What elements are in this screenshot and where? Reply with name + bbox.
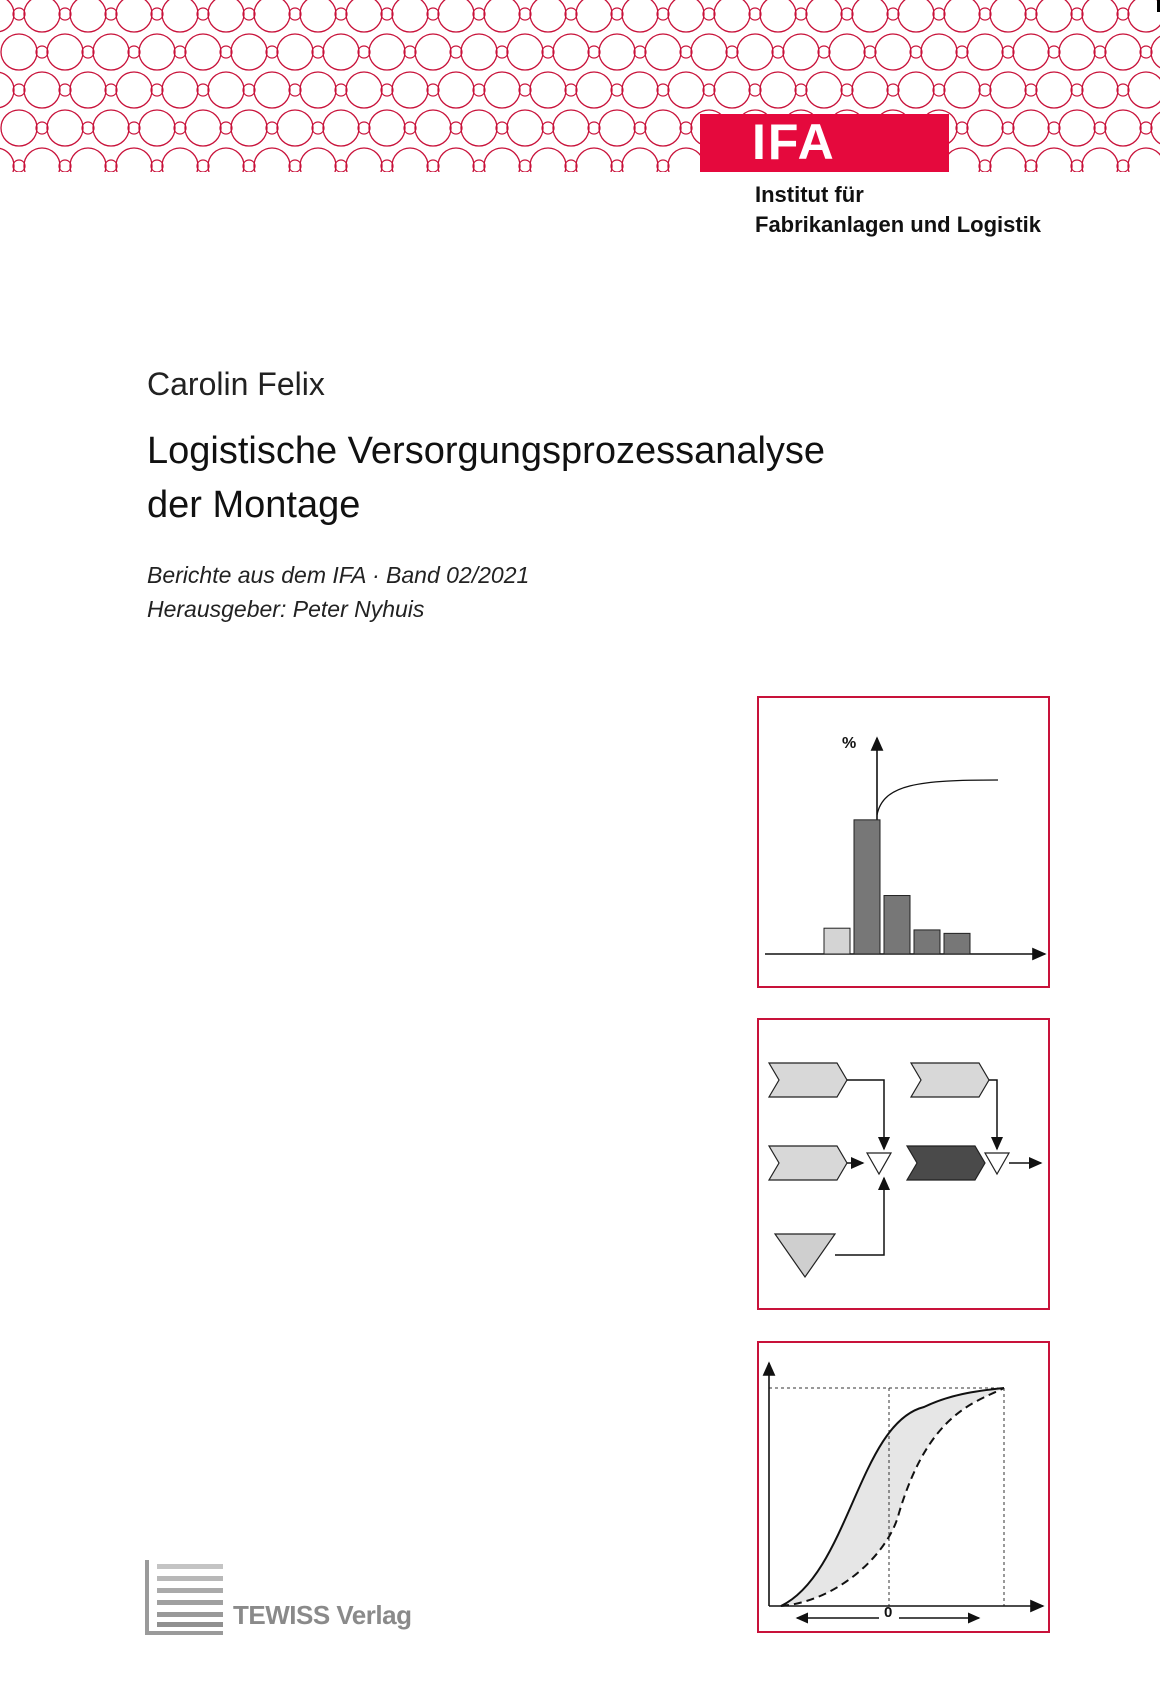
pattern-circle-small — [519, 8, 531, 20]
pattern-circle — [806, 72, 842, 108]
pattern-circle-small — [979, 84, 991, 96]
editor-line: Herausgeber: Peter Nyhuis — [147, 596, 425, 622]
pattern-circle — [415, 110, 451, 146]
pattern-circle — [714, 0, 750, 32]
pattern-circle — [645, 110, 681, 146]
pattern-circle — [369, 110, 405, 146]
pattern-circle — [530, 72, 566, 108]
pattern-circle — [507, 110, 543, 146]
pattern-circle-small — [335, 84, 347, 96]
pattern-circle — [208, 72, 244, 108]
pattern-circle — [461, 110, 497, 146]
pattern-circle — [254, 0, 290, 32]
pattern-circle — [1128, 72, 1160, 108]
pattern-circle-small — [1048, 46, 1060, 58]
pattern-circle — [300, 148, 336, 172]
pattern-circle — [668, 148, 704, 172]
pattern-circle-small — [358, 46, 370, 58]
pattern-circle — [668, 72, 704, 108]
pattern-circle-small — [220, 46, 232, 58]
pattern-circle — [599, 34, 635, 70]
institute-name — [755, 180, 1041, 240]
pattern-circle-small — [59, 8, 71, 20]
pattern-circle — [599, 110, 635, 146]
process-flow-panel — [757, 1018, 1050, 1310]
pattern-circle-small — [197, 8, 209, 20]
pattern-circle — [254, 148, 290, 172]
pattern-circle-small — [1094, 122, 1106, 134]
pattern-circle — [1036, 72, 1072, 108]
pattern-circle-small — [450, 46, 462, 58]
merge-triangle-2 — [985, 1153, 1009, 1174]
pattern-circle — [875, 34, 911, 70]
pattern-circle-small — [174, 46, 186, 58]
pattern-circle — [507, 34, 543, 70]
pattern-circle — [829, 34, 865, 70]
pattern-circle — [806, 0, 842, 32]
pattern-circle — [323, 34, 359, 70]
pattern-circle-small — [565, 160, 577, 172]
pattern-circle — [461, 34, 497, 70]
pattern-circle — [714, 72, 750, 108]
pattern-circle-small — [588, 122, 600, 134]
pattern-circle-small — [657, 160, 669, 172]
pattern-circle-small — [473, 8, 485, 20]
pattern-circle — [1105, 34, 1141, 70]
pattern-circle-small — [312, 46, 324, 58]
pattern-circle — [116, 148, 152, 172]
pattern-circle — [944, 72, 980, 108]
pattern-circle — [1013, 110, 1049, 146]
pattern-circle — [116, 0, 152, 32]
institute-name-line2: Fabrikanlagen und Logistik — [755, 212, 1042, 237]
histogram-bar — [884, 896, 910, 954]
cumulative-curves-illustration — [759, 1343, 1048, 1631]
pattern-circle — [852, 72, 888, 108]
pattern-circle — [691, 34, 727, 70]
pattern-circle-small — [59, 160, 71, 172]
pattern-circle — [24, 148, 60, 172]
pattern-circle — [990, 148, 1026, 172]
pattern-circle — [24, 72, 60, 108]
pattern-circle — [277, 34, 313, 70]
pattern-circle — [553, 110, 589, 146]
pattern-circle — [967, 110, 1003, 146]
pattern-circle-small — [82, 122, 94, 134]
pattern-circle — [415, 34, 451, 70]
publisher-name: TEWISS Verlag — [233, 1600, 412, 1630]
pattern-circle — [346, 148, 382, 172]
pattern-circle — [1036, 0, 1072, 32]
pattern-circle — [438, 148, 474, 172]
pattern-circle — [208, 0, 244, 32]
pattern-circle-small — [542, 46, 554, 58]
pattern-circle — [1059, 110, 1095, 146]
pattern-circle-small — [818, 46, 830, 58]
pattern-circle — [990, 0, 1026, 32]
pattern-circle — [300, 0, 336, 32]
pattern-circle — [783, 34, 819, 70]
pattern-circle — [622, 72, 658, 108]
pattern-circle-small — [634, 46, 646, 58]
histogram-bar — [854, 820, 880, 954]
pattern-circle — [1059, 34, 1095, 70]
pattern-circle — [576, 0, 612, 32]
pattern-circle-small — [1117, 8, 1129, 20]
pattern-circle-small — [841, 84, 853, 96]
pattern-circle-small — [427, 8, 439, 20]
pattern-circle — [921, 34, 957, 70]
process-step-middle-left — [769, 1146, 847, 1180]
pattern-circle — [530, 148, 566, 172]
pattern-circle-small — [243, 160, 255, 172]
pattern-circle — [484, 72, 520, 108]
pattern-circle-small — [1117, 160, 1129, 172]
pattern-circle — [231, 110, 267, 146]
pattern-circle — [898, 72, 934, 108]
pattern-circle-small — [703, 84, 715, 96]
pattern-circle — [553, 34, 589, 70]
pattern-circle-small — [956, 122, 968, 134]
pattern-circle-small — [59, 84, 71, 96]
pattern-circle-small — [979, 8, 991, 20]
pattern-circle-small — [519, 160, 531, 172]
pattern-circle-small — [933, 8, 945, 20]
pattern-circle — [392, 148, 428, 172]
process-flow-icon — [759, 1020, 1048, 1308]
histogram-bar — [824, 928, 850, 954]
pattern-circle-small — [151, 84, 163, 96]
pattern-circle — [369, 34, 405, 70]
book-title-line2: der Montage — [147, 484, 361, 526]
pattern-circle-small — [1025, 8, 1037, 20]
pattern-circle-small — [1117, 84, 1129, 96]
pattern-circle-small — [634, 122, 646, 134]
pattern-circle-small — [1071, 160, 1083, 172]
pattern-circle — [70, 0, 106, 32]
pattern-circle — [530, 0, 566, 32]
pattern-circle-small — [680, 122, 692, 134]
pattern-circle-small — [289, 8, 301, 20]
pattern-circle-small — [1140, 46, 1152, 58]
pattern-circle — [139, 34, 175, 70]
pattern-circle-small — [726, 46, 738, 58]
pattern-circle — [1082, 0, 1118, 32]
histogram-bar — [914, 930, 940, 954]
pattern-circle — [162, 148, 198, 172]
pattern-circle-small — [243, 8, 255, 20]
pattern-circle-small — [289, 84, 301, 96]
pattern-circle — [162, 72, 198, 108]
pattern-circle-small — [105, 84, 117, 96]
pattern-circle-small — [1094, 46, 1106, 58]
pattern-circle-small — [1002, 46, 1014, 58]
pattern-circle — [162, 0, 198, 32]
pattern-circle-small — [542, 122, 554, 134]
pattern-circle — [208, 148, 244, 172]
pattern-circle-small — [13, 160, 25, 172]
pattern-circle-small — [312, 122, 324, 134]
pattern-circle-small — [427, 84, 439, 96]
pattern-circle-small — [1025, 160, 1037, 172]
pattern-circle-small — [1025, 84, 1037, 96]
pattern-circle — [990, 72, 1026, 108]
header-circle-pattern — [0, 0, 1160, 172]
process-step-top-left — [769, 1063, 847, 1097]
pattern-circle-small — [473, 160, 485, 172]
pattern-circle — [185, 110, 221, 146]
pattern-circle-small — [381, 160, 393, 172]
histogram-panel — [757, 696, 1050, 988]
author-name: Carolin Felix — [147, 366, 325, 402]
pattern-circle — [0, 72, 14, 108]
pattern-circle-small — [611, 84, 623, 96]
pattern-circle-small — [174, 122, 186, 134]
pattern-circle — [1036, 148, 1072, 172]
pattern-circle — [944, 0, 980, 32]
process-step-top-right — [911, 1063, 989, 1097]
pattern-circle-small — [197, 84, 209, 96]
y-axis-label: % — [842, 735, 857, 752]
pattern-circle — [852, 0, 888, 32]
pattern-circle — [47, 110, 83, 146]
histogram-bar — [944, 933, 970, 954]
pattern-circle — [70, 148, 106, 172]
pattern-circle-small — [82, 46, 94, 58]
pattern-circle-small — [381, 8, 393, 20]
pattern-circle-small — [565, 8, 577, 20]
pattern-circle-small — [1071, 8, 1083, 20]
pattern-circle — [346, 0, 382, 32]
pattern-circle — [576, 72, 612, 108]
pattern-circle-small — [588, 46, 600, 58]
pattern-circle — [760, 72, 796, 108]
pattern-circle — [139, 110, 175, 146]
pattern-circle-small — [358, 122, 370, 134]
pattern-circle-small — [680, 46, 692, 58]
pattern-circle-small — [473, 84, 485, 96]
pattern-circle — [185, 34, 221, 70]
pattern-circle-small — [496, 46, 508, 58]
pattern-circle-small — [795, 84, 807, 96]
pattern-circle — [392, 0, 428, 32]
pattern-circle — [737, 34, 773, 70]
pattern-circle — [576, 148, 612, 172]
pattern-circle — [898, 0, 934, 32]
pattern-circle-small — [565, 84, 577, 96]
cumulative-curves-panel — [757, 1341, 1050, 1633]
pattern-circle-small — [105, 8, 117, 20]
pattern-circle-small — [289, 160, 301, 172]
pattern-circle — [484, 148, 520, 172]
pattern-circle-small — [1071, 84, 1083, 96]
pattern-circle — [116, 72, 152, 108]
ifa-logo-text: IFA — [752, 114, 836, 170]
pattern-circle — [1128, 0, 1160, 32]
histogram-illustration — [759, 698, 1048, 986]
pattern-circle-small — [266, 122, 278, 134]
pattern-circle-small — [151, 160, 163, 172]
area-between-curves — [781, 1388, 1004, 1606]
pattern-circle-small — [979, 160, 991, 172]
pattern-circle-small — [611, 160, 623, 172]
pattern-circle-small — [1048, 122, 1060, 134]
pattern-circle-small — [887, 8, 899, 20]
pattern-circle-small — [703, 8, 715, 20]
pattern-circle-small — [335, 160, 347, 172]
pattern-circle — [24, 0, 60, 32]
pattern-circle — [1105, 110, 1141, 146]
pattern-circle — [484, 0, 520, 32]
pattern-circle — [438, 72, 474, 108]
pattern-circle — [645, 34, 681, 70]
pattern-circle-small — [404, 122, 416, 134]
pattern-circle — [622, 148, 658, 172]
pattern-circle-small — [496, 122, 508, 134]
tewiss-logo-icon — [145, 1560, 225, 1635]
pattern-circle-small — [243, 84, 255, 96]
pattern-circle-small — [1002, 122, 1014, 134]
pattern-circle — [1082, 148, 1118, 172]
pattern-circle-small — [910, 46, 922, 58]
pattern-circle-small — [657, 8, 669, 20]
pattern-circle — [93, 34, 129, 70]
storage-triangle — [775, 1234, 835, 1277]
pattern-circle-small — [749, 84, 761, 96]
pattern-circle-small — [151, 8, 163, 20]
pattern-circle-small — [519, 84, 531, 96]
process-step-main — [907, 1146, 985, 1180]
pattern-circle-small — [105, 160, 117, 172]
pattern-circle — [254, 72, 290, 108]
pattern-circle-small — [956, 46, 968, 58]
pattern-circle — [622, 0, 658, 32]
pattern-circle-small — [404, 46, 416, 58]
pattern-circle — [93, 110, 129, 146]
pattern-circle — [0, 148, 14, 172]
merge-triangle-1 — [867, 1153, 891, 1174]
pattern-circle — [944, 148, 980, 172]
pattern-circle — [0, 0, 14, 32]
pattern-circle-small — [772, 46, 784, 58]
pattern-circle-small — [841, 8, 853, 20]
pattern-circle-small — [657, 84, 669, 96]
pattern-circle-small — [36, 122, 48, 134]
pattern-circle — [323, 110, 359, 146]
pattern-circle — [967, 34, 1003, 70]
pattern-circle — [47, 34, 83, 70]
pattern-circle-small — [197, 160, 209, 172]
cumulative-curve — [877, 780, 998, 815]
pattern-circle — [231, 34, 267, 70]
pattern-circle-small — [266, 46, 278, 58]
pattern-circle — [668, 0, 704, 32]
pattern-circle — [300, 72, 336, 108]
pattern-circle-small — [381, 84, 393, 96]
series-line: Berichte aus dem IFA · Band 02/2021 — [147, 562, 530, 588]
pattern-circle — [1, 110, 37, 146]
pattern-circle-small — [450, 122, 462, 134]
pattern-circle-small — [795, 8, 807, 20]
x-marker-label: 0 — [884, 1604, 893, 1621]
pattern-circle — [438, 0, 474, 32]
pattern-circle — [277, 110, 313, 146]
pattern-circle-small — [36, 46, 48, 58]
pattern-circle — [1, 34, 37, 70]
series-info — [147, 558, 529, 626]
pattern-circle-small — [335, 8, 347, 20]
pattern-circle-small — [128, 122, 140, 134]
pattern-circle — [760, 0, 796, 32]
pattern-circle-small — [13, 8, 25, 20]
pattern-circle-small — [611, 8, 623, 20]
pattern-circle — [70, 72, 106, 108]
pattern-circle-small — [1140, 122, 1152, 134]
pattern-circle-small — [933, 84, 945, 96]
pattern-circle-small — [864, 46, 876, 58]
pattern-circle-small — [220, 122, 232, 134]
pattern-circle-small — [13, 84, 25, 96]
institute-name-line1: Institut für — [755, 182, 864, 207]
pattern-circle — [346, 72, 382, 108]
pattern-circle — [1082, 72, 1118, 108]
pattern-circle-small — [749, 8, 761, 20]
pattern-circle-small — [128, 46, 140, 58]
pattern-circle-small — [427, 160, 439, 172]
pattern-circle — [1013, 34, 1049, 70]
pattern-circle — [392, 72, 428, 108]
pattern-circle-small — [887, 84, 899, 96]
pattern-circle — [1128, 148, 1160, 172]
book-title — [147, 424, 907, 532]
book-title-line1: Logistische Versorgungsprozessanalyse — [147, 430, 826, 472]
